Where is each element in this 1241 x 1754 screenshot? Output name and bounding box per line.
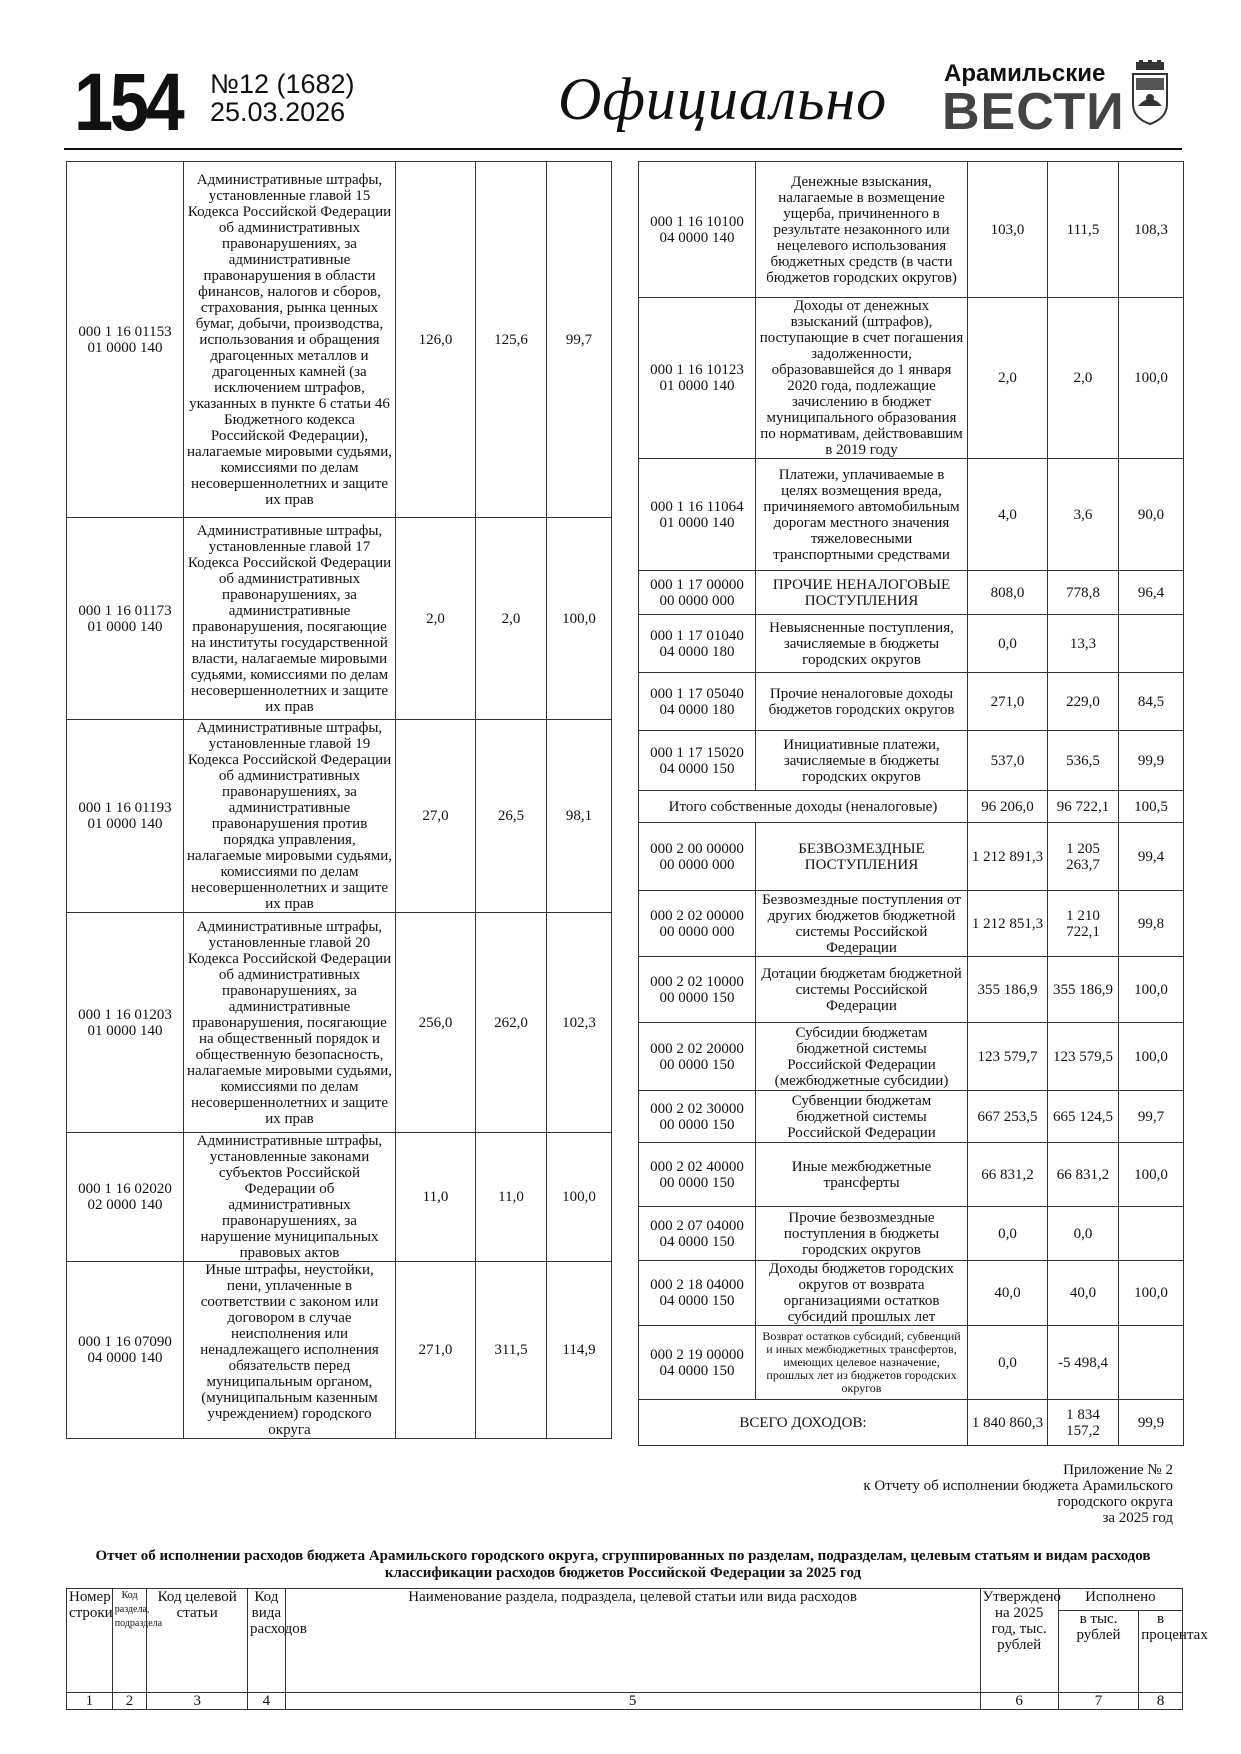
income-name: Инициативные платежи, зачисляемые в бюджеты городских округов (756, 731, 968, 791)
table-row (639, 571, 1184, 615)
income-percent: 100,0 (1119, 298, 1184, 459)
income-executed: 262,0 (476, 913, 547, 1133)
income-name: Безвозмездные поступления от других бюджетов бюджетной системы Российской Федерации (756, 891, 968, 957)
subtotal-label: Итого собственные доходы (неналоговые) (639, 791, 968, 823)
income-code: 000 2 00 00000 00 0000 000 (639, 823, 756, 891)
income-percent: 84,5 (1119, 673, 1184, 731)
table-row (639, 1400, 1184, 1446)
col-executed-thousands: в тыс. рублей (1058, 1611, 1138, 1693)
income-executed: 96 722,1 (1048, 791, 1119, 823)
income-percent: 100,0 (1119, 1143, 1184, 1207)
table-row (639, 673, 1184, 731)
table-row (67, 518, 612, 720)
income-planned: 808,0 (968, 571, 1048, 615)
col-approved: Утверждено на 2025 год, тыс. рублей (980, 1589, 1058, 1693)
table-row (639, 957, 1184, 1023)
income-name: Прочие безвозмездные поступления в бюджеты городских округов (756, 1207, 968, 1261)
income-code: 000 1 16 01153 01 0000 140 (67, 162, 184, 518)
income-percent: 100,0 (1119, 1261, 1184, 1326)
income-code: 000 1 17 01040 04 0000 180 (639, 615, 756, 673)
income-code: 000 1 16 02020 02 0000 140 (67, 1133, 184, 1262)
appendix-line: к Отчету об исполнении бюджета Арамильского (863, 1478, 1173, 1494)
table-row (639, 615, 1184, 673)
income-name: Субсидии бюджетам бюджетной системы Российской Федерации (межбюджетные субсидии) (756, 1023, 968, 1091)
income-code: 000 2 02 40000 00 0000 150 (639, 1143, 756, 1207)
table-row (67, 720, 612, 913)
income-planned: 40,0 (968, 1261, 1048, 1326)
income-code: 000 1 16 10123 01 0000 140 (639, 298, 756, 459)
income-executed: 665 124,5 (1048, 1091, 1119, 1143)
income-code: 000 1 17 05040 04 0000 180 (639, 673, 756, 731)
income-percent: 100,0 (1119, 957, 1184, 1023)
table-row (639, 1091, 1184, 1143)
income-executed: 111,5 (1048, 162, 1119, 298)
income-planned: 4,0 (968, 459, 1048, 571)
column-number: 3 (147, 1693, 248, 1710)
page-number: 154 (74, 57, 182, 148)
income-name: Денежные взыскания, налагаемые в возмещение ущерба, причиненного в результате незаконного или нецелевого использования бюджетных средств (в части бюджетов городских округов) (756, 162, 968, 298)
income-executed: -5 498,4 (1048, 1326, 1119, 1400)
section-title: Официально (558, 66, 888, 132)
table-row (639, 1326, 1184, 1400)
income-percent: 99,4 (1119, 823, 1184, 891)
income-executed: 66 831,2 (1048, 1143, 1119, 1207)
income-code: 000 2 02 20000 00 0000 150 (639, 1023, 756, 1091)
table-row (639, 791, 1184, 823)
income-executed: 355 186,9 (1048, 957, 1119, 1023)
income-percent (1119, 1207, 1184, 1261)
column-number: 5 (285, 1693, 980, 1710)
column-number: 6 (980, 1693, 1058, 1710)
column-number: 7 (1058, 1693, 1138, 1710)
income-code: 000 1 17 15020 04 0000 150 (639, 731, 756, 791)
coat-of-arms-icon (1130, 60, 1170, 126)
income-name: Прочие неналоговые доходы бюджетов городских округов (756, 673, 968, 731)
table-row (639, 1143, 1184, 1207)
column-number: 8 (1139, 1693, 1183, 1710)
issue-info (210, 70, 355, 126)
appendix-note (753, 1462, 1173, 1526)
income-percent: 100,5 (1119, 791, 1184, 823)
col-executed-percent: в процентах (1139, 1611, 1183, 1693)
table-row (67, 1133, 612, 1262)
col-executed: Исполнено (1058, 1589, 1182, 1611)
income-percent: 102,3 (547, 913, 612, 1133)
income-planned: 96 206,0 (968, 791, 1048, 823)
income-planned: 537,0 (968, 731, 1048, 791)
income-planned: 1 840 860,3 (968, 1400, 1048, 1446)
col-expense-type: Код вида расходов (248, 1589, 286, 1693)
income-percent (1119, 615, 1184, 673)
income-name: Невыясненные поступления, зачисляемые в бюджеты городских округов (756, 615, 968, 673)
expense-table-header (66, 1588, 1208, 1710)
income-percent: 100,0 (547, 1133, 612, 1262)
table-row (639, 1261, 1184, 1326)
income-code: 000 1 16 11064 01 0000 140 (639, 459, 756, 571)
income-executed: 13,3 (1048, 615, 1119, 673)
income-name: Доходы бюджетов городских округов от возврата организациями остатков субсидий прошлых лет (756, 1261, 968, 1326)
income-name: Административные штрафы, установленные законами субъектов Российской Федерации об административных правонарушениях, за нарушение муниципальных правовых актов (184, 1133, 396, 1262)
income-code: 000 1 16 10100 04 0000 140 (639, 162, 756, 298)
table-row (639, 1023, 1184, 1091)
income-name: Возврат остатков субсидий, субвенций и иных межбюджетных трансфертов, имеющих целевое назначение, прошлых лет из бюджетов городских округов (756, 1326, 968, 1400)
income-planned: 667 253,5 (968, 1091, 1048, 1143)
header-rule (64, 148, 1182, 150)
income-planned: 11,0 (396, 1133, 476, 1262)
column-number: 4 (248, 1693, 286, 1710)
col-row-number: Номер строки (67, 1589, 113, 1693)
table-row (639, 891, 1184, 957)
income-name: Административные штрафы, установленные главой 19 Кодекса Российской Федерации об административных правонарушениях, за административные правонарушения против порядка управления, налагаемые мировыми судьями, комиссиями по делам несовершеннолетних и защите их прав (184, 720, 396, 913)
col-name: Наименование раздела, подраздела, целевой статьи или вида расходов (285, 1589, 980, 1693)
income-planned: 1 212 891,3 (968, 823, 1048, 891)
income-executed: 536,5 (1048, 731, 1119, 791)
table-row (639, 731, 1184, 791)
income-name: Иные штрафы, неустойки, пени, уплаченные в соответствии с законом или договором в случае неисполнения или ненадлежащего исполнения обязательств перед муниципальным органом, (муниципальным казенным учреждением) городского округа (184, 1262, 396, 1439)
table-row (639, 823, 1184, 891)
income-table-left (66, 161, 612, 1439)
income-executed: 11,0 (476, 1133, 547, 1262)
income-name: Дотации бюджетам бюджетной системы Российской Федерации (756, 957, 968, 1023)
page-header (64, 58, 1182, 146)
income-executed: 311,5 (476, 1262, 547, 1439)
income-percent: 99,7 (1119, 1091, 1184, 1143)
income-executed: 229,0 (1048, 673, 1119, 731)
logo-main-text: ВЕСТИ (942, 83, 1125, 141)
income-executed: 778,8 (1048, 571, 1119, 615)
income-percent: 99,8 (1119, 891, 1184, 957)
income-name: Платежи, уплачиваемые в целях возмещения вреда, причиняемого автомобильным дорогам местного значения тяжеловесными транспортными средствами (756, 459, 968, 571)
income-code: 000 2 18 04000 04 0000 150 (639, 1261, 756, 1326)
income-planned: 123 579,7 (968, 1023, 1048, 1091)
income-planned: 271,0 (396, 1262, 476, 1439)
appendix-line: за 2025 год (1102, 1510, 1173, 1526)
income-planned: 0,0 (968, 615, 1048, 673)
issue-number: №12 (1682) (210, 69, 355, 99)
income-planned: 0,0 (968, 1207, 1048, 1261)
income-executed: 1 210 722,1 (1048, 891, 1119, 957)
appendix-line: Приложение № 2 (1063, 1462, 1173, 1478)
income-planned: 126,0 (396, 162, 476, 518)
income-percent: 98,1 (547, 720, 612, 913)
income-name: Иные межбюджетные трансферты (756, 1143, 968, 1207)
table-row (639, 298, 1184, 459)
income-name: ПРОЧИЕ НЕНАЛОГОВЫЕ ПОСТУПЛЕНИЯ (756, 571, 968, 615)
income-percent: 100,0 (547, 518, 612, 720)
income-code: 000 2 02 00000 00 0000 000 (639, 891, 756, 957)
income-percent: 114,9 (547, 1262, 612, 1439)
income-code: 000 1 17 00000 00 0000 000 (639, 571, 756, 615)
table-row (639, 459, 1184, 571)
table-row (639, 162, 1184, 298)
income-planned: 0,0 (968, 1326, 1048, 1400)
income-executed: 123 579,5 (1048, 1023, 1119, 1091)
income-executed: 26,5 (476, 720, 547, 913)
income-percent: 99,9 (1119, 731, 1184, 791)
column-number: 1 (67, 1693, 113, 1710)
income-code: 000 1 16 01193 01 0000 140 (67, 720, 184, 913)
income-executed: 2,0 (1048, 298, 1119, 459)
income-percent: 90,0 (1119, 459, 1184, 571)
income-code: 000 1 16 07090 04 0000 140 (67, 1262, 184, 1439)
income-left-body (67, 162, 612, 1439)
income-executed: 40,0 (1048, 1261, 1119, 1326)
column-number-row (67, 1693, 1183, 1710)
income-name: Административные штрафы, установленные главой 20 Кодекса Российской Федерации об административных правонарушениях, за административные правонарушения, посягающие на общественный порядок и общественную безопасность, налагаемые мировыми судьями, комиссиями по делам несовершеннолетних и защите их прав (184, 913, 396, 1133)
appendix-line: городского округа (1057, 1494, 1173, 1510)
income-table-right (638, 161, 1184, 1446)
income-executed: 1 834 157,2 (1048, 1400, 1119, 1446)
col-target-code: Код целевой статьи (147, 1589, 248, 1693)
income-code: 000 1 16 01173 01 0000 140 (67, 518, 184, 720)
income-percent: 100,0 (1119, 1023, 1184, 1091)
income-executed: 2,0 (476, 518, 547, 720)
income-percent: 99,7 (547, 162, 612, 518)
table-header-row (67, 1589, 1183, 1611)
income-planned: 1 212 851,3 (968, 891, 1048, 957)
table-row (639, 1207, 1184, 1261)
income-planned: 256,0 (396, 913, 476, 1133)
income-name: БЕЗВОЗМЕЗДНЫЕ ПОСТУПЛЕНИЯ (756, 823, 968, 891)
income-code: 000 1 16 01203 01 0000 140 (67, 913, 184, 1133)
report-title: Отчет об исполнении расходов бюджета Арамильского городского округа, сгруппированных по разделам, подразделам, целевым статьям и видам расходов классификации расходов бюджетов Российской Федерации за 2025 год (95, 1548, 1151, 1581)
col-section-code: Код раздела, подраздела (112, 1589, 147, 1693)
income-planned: 103,0 (968, 162, 1048, 298)
income-code: 000 2 02 30000 00 0000 150 (639, 1091, 756, 1143)
total-label: ВСЕГО ДОХОДОВ: (639, 1400, 968, 1446)
table-row (67, 162, 612, 518)
income-planned: 27,0 (396, 720, 476, 913)
income-planned: 2,0 (396, 518, 476, 720)
income-planned: 2,0 (968, 298, 1048, 459)
income-percent: 96,4 (1119, 571, 1184, 615)
column-number: 2 (112, 1693, 147, 1710)
income-percent (1119, 1326, 1184, 1400)
income-right-body (639, 162, 1184, 1446)
income-code: 000 2 19 00000 04 0000 150 (639, 1326, 756, 1400)
logo-top-text: Арамильские (944, 60, 1106, 87)
income-code: 000 2 07 04000 04 0000 150 (639, 1207, 756, 1261)
income-planned: 355 186,9 (968, 957, 1048, 1023)
income-percent: 99,9 (1119, 1400, 1184, 1446)
issue-date: 25.03.2026 (210, 97, 346, 127)
income-planned: 271,0 (968, 673, 1048, 731)
income-name: Субвенции бюджетам бюджетной системы Российской Федерации (756, 1091, 968, 1143)
income-name: Доходы от денежных взысканий (штрафов), поступающие в счет погашения задолженности, образовавшейся до 1 января 2020 года, подлежащие зачислению в бюджет муниципального образования по нормативам, действовавшим в 2019 году (756, 298, 968, 459)
table-row (67, 913, 612, 1133)
income-planned: 66 831,2 (968, 1143, 1048, 1207)
income-percent: 108,3 (1119, 162, 1184, 298)
income-executed: 0,0 (1048, 1207, 1119, 1261)
income-code: 000 2 02 10000 00 0000 150 (639, 957, 756, 1023)
table-row (67, 1262, 612, 1439)
income-executed: 125,6 (476, 162, 547, 518)
income-name: Административные штрафы, установленные главой 17 Кодекса Российской Федерации об административных правонарушениях, за административные правонарушения, посягающие на институты государственной власти, налагаемые мировыми судьями, комиссиями по делам несовершеннолетних и защите их прав (184, 518, 396, 720)
income-name: Административные штрафы, установленные главой 15 Кодекса Российской Федерации об административных правонарушениях, за административные правонарушения в области финансов, налогов и сборов, страхования, рынка ценных бумаг, добычи, производства, использования и обращения драгоценных металлов и драгоценных камней (за исключением штрафов, указанных в пункте 6 статьи 46 Бюджетного кодекса Российской Федерации), налагаемые мировыми судьями, комиссиями по делам несовершеннолетних и защите их прав (184, 162, 396, 518)
income-executed: 1 205 263,7 (1048, 823, 1119, 891)
income-executed: 3,6 (1048, 459, 1119, 571)
